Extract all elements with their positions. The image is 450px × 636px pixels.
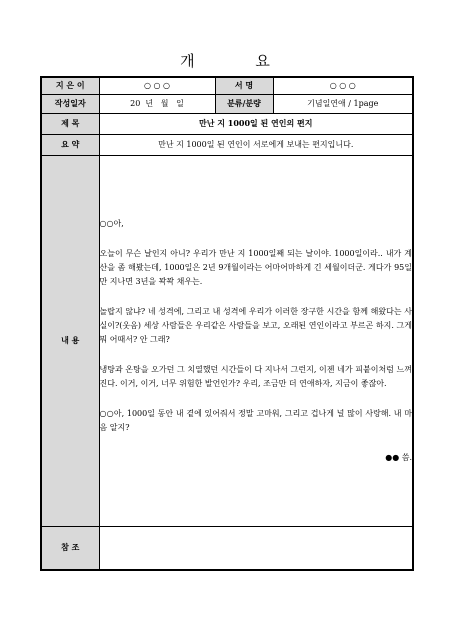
summary-value: 만난 지 1000일 된 연인이 서로에게 보내는 편지입니다. (99, 134, 413, 155)
author-value: ○ ○ ○ (99, 77, 215, 94)
letter-greeting: ○○아, (99, 218, 124, 228)
letter-paragraph-1: 오늘이 무슨 날인지 아니? 우리가 만난 지 1000일째 되는 날이야. 1000일이라.. 내가 계산을 좀 해봤는데, 1000일은 2년 9개월이라는 어마어마하게 긴 세월이더군. 게다가 95일만 지나면 3년을 꽉꽉 채우는. (99, 248, 412, 286)
subject-label: 제 목 (41, 113, 99, 134)
reference-row (41, 526, 413, 570)
date-label: 작성일자 (41, 94, 99, 113)
author-label: 지 은 이 (41, 77, 99, 94)
letter-paragraph-4: ○○아, 1000일 동안 내 곁에 있어줘서 정말 고마워, 그리고 겁나게 널 많이 사랑해. 내 마음 알지? (99, 408, 412, 432)
content-row (41, 155, 413, 526)
author-row (41, 77, 413, 94)
signature-label: 서 명 (215, 77, 273, 94)
category-label: 분류/분량 (215, 94, 273, 113)
letter-signature: ●● 씀. (385, 452, 412, 462)
summary-label: 요 약 (41, 134, 99, 155)
date-value: 20 년 월 일 (99, 94, 215, 113)
subject-row (41, 113, 413, 134)
date-row (41, 94, 413, 113)
letter-paragraph-3: 냉탕과 온탕을 오가던 그 치열했던 시간들이 다 지나서 그런지, 이젠 네가 피붙이처럼 느껴진다. 이거, 이거, 너무 위험한 발언인가? 우리, 조금만 더 연애하자, 지금이 좋잖아. (99, 364, 412, 388)
reference-label: 참 조 (41, 526, 99, 570)
overview-form (40, 76, 414, 571)
subject-value: 만난 지 1000일 된 연인의 편지 (99, 113, 413, 134)
signature-value: ○ ○ ○ (273, 77, 413, 94)
letter-body (99, 155, 413, 526)
reference-value (99, 526, 413, 570)
letter-paragraph-2: 놀랍지 않냐? 네 성격에, 그리고 내 성격에 우리가 이러한 장구한 시간을 함께 해왔다는 사실이?(웃음) 세상 사람들은 우리같은 사람들을 보고, 오래된 연인이라고 부르곤 하지. 그게 뭐 어때서? 안 그래? (99, 306, 412, 344)
summary-row (41, 134, 413, 155)
category-value: 기념일연애 / 1page (273, 94, 413, 113)
page-title: 개 요 (180, 52, 298, 70)
content-label: 내 용 (41, 155, 99, 526)
